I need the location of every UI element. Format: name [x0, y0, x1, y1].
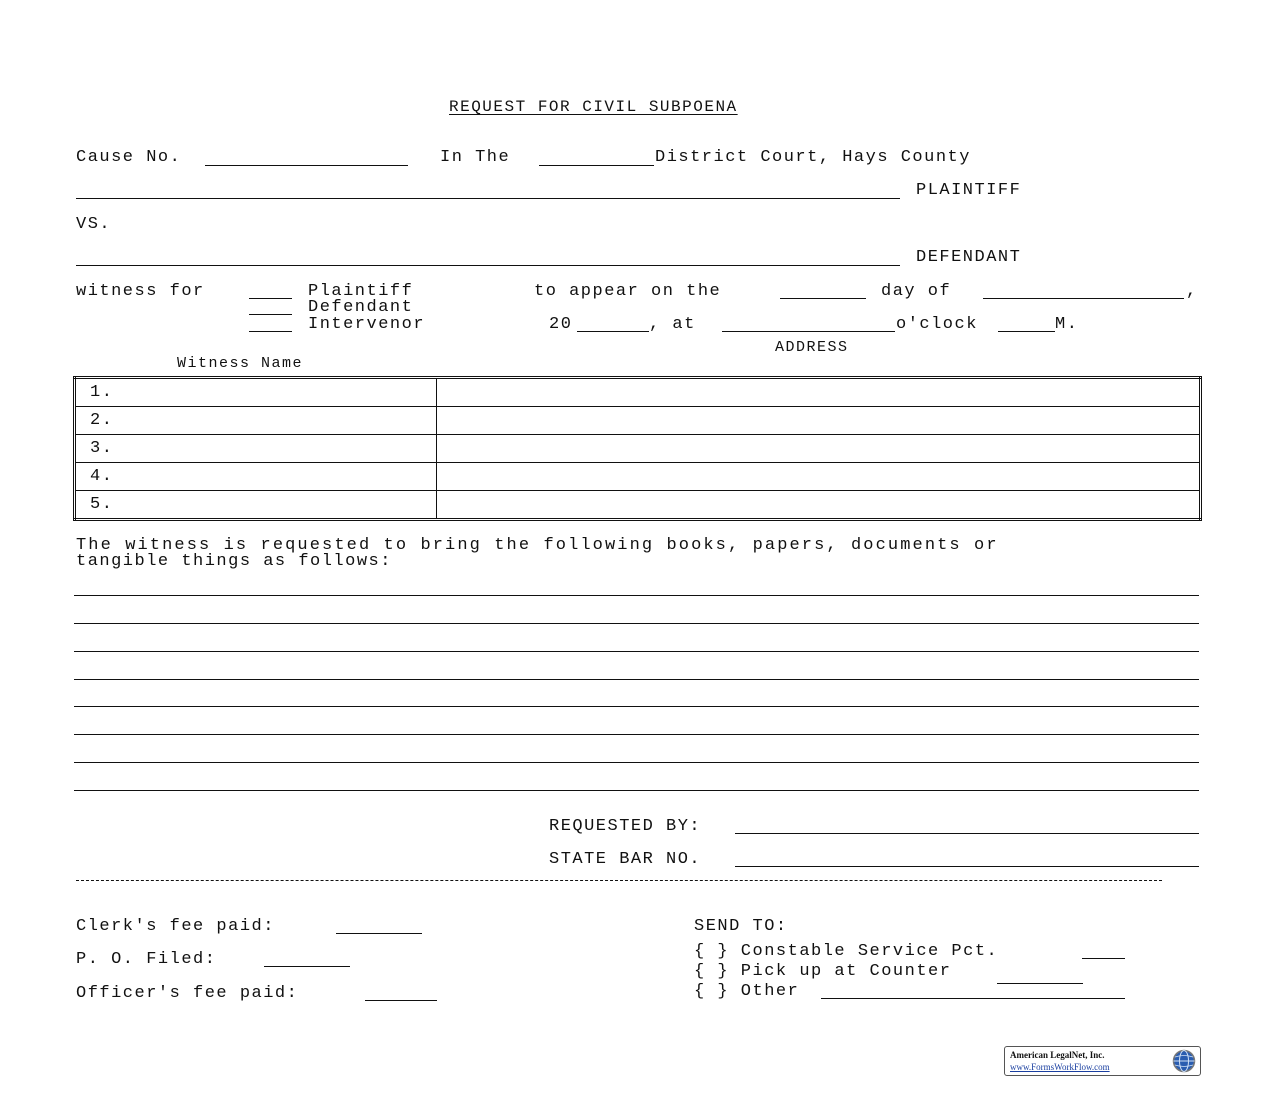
year-prefix: 20	[549, 315, 573, 334]
clerks-fee-field[interactable]	[336, 933, 422, 934]
witness-name-cell[interactable]: 1.	[75, 378, 437, 407]
pickup-field[interactable]	[997, 983, 1083, 984]
page-title: REQUEST FOR CIVIL SUBPOENA	[449, 98, 738, 116]
witness-name-cell[interactable]: 4.	[75, 463, 437, 491]
cut-line-divider	[76, 880, 1162, 881]
table-row	[75, 407, 1201, 435]
table-row	[75, 378, 1201, 407]
court-number-field[interactable]	[539, 165, 654, 166]
writing-line[interactable]	[74, 790, 1199, 791]
state-bar-label: STATE BAR NO.	[549, 850, 702, 869]
send-option-pickup[interactable]: { } Pick up at Counter	[694, 962, 952, 981]
plaintiff-field[interactable]	[76, 198, 900, 199]
requested-by-field[interactable]	[735, 833, 1199, 834]
table-row	[75, 463, 1201, 491]
writing-line[interactable]	[74, 651, 1199, 652]
po-filed-label: P. O. Filed:	[76, 950, 217, 969]
witness-for-label: witness for	[76, 282, 205, 301]
address-cell[interactable]	[437, 378, 1201, 407]
table-row	[75, 435, 1201, 463]
state-bar-field[interactable]	[735, 866, 1199, 867]
address-cell[interactable]	[437, 491, 1201, 520]
witness-name-header: Witness Name	[177, 355, 304, 372]
vs-label: VS.	[76, 215, 112, 234]
other-field[interactable]	[821, 998, 1125, 999]
requested-by-label: REQUESTED BY:	[549, 817, 702, 836]
writing-line[interactable]	[74, 734, 1199, 735]
bring-text-line1: The witness is requested to bring the following books, papers, documents or	[76, 536, 999, 555]
defendant-label: DEFENDANT	[916, 248, 1022, 267]
intervenor-checkbox[interactable]	[249, 331, 292, 332]
logo-name: American LegalNet, Inc.	[1010, 1050, 1105, 1060]
in-the-label: In The	[440, 148, 511, 167]
send-option-other[interactable]: { } Other	[694, 982, 800, 1001]
oclock-label: o'clock	[896, 315, 978, 334]
witness-name-cell[interactable]: 2.	[75, 407, 437, 435]
comma: ,	[1186, 282, 1198, 301]
address-cell[interactable]	[437, 435, 1201, 463]
meridian-label: M.	[1055, 315, 1079, 334]
send-option-constable[interactable]: { } Constable Service Pct.	[694, 942, 999, 961]
meridian-field[interactable]	[998, 331, 1055, 332]
day-of-label: day of	[881, 282, 952, 301]
address-header: ADDRESS	[775, 339, 849, 356]
address-cell[interactable]	[437, 407, 1201, 435]
at-label: , at	[649, 315, 696, 334]
witness-table	[73, 376, 1202, 521]
witness-name-cell[interactable]: 3.	[75, 435, 437, 463]
writing-line[interactable]	[74, 623, 1199, 624]
option-intervenor: Intervenor	[308, 315, 426, 334]
logo-url-link[interactable]: www.FormsWorkFlow.com	[1010, 1062, 1110, 1072]
witness-name-cell[interactable]: 5.	[75, 491, 437, 520]
po-filed-field[interactable]	[264, 966, 350, 967]
constable-pct-field[interactable]	[1082, 958, 1125, 959]
defendant-field[interactable]	[76, 265, 900, 266]
option-plaintiff: Plaintiff	[308, 282, 414, 301]
writing-line[interactable]	[74, 595, 1199, 596]
plaintiff-checkbox[interactable]	[249, 298, 292, 299]
day-field[interactable]	[780, 298, 866, 299]
option-defendant: Defendant	[308, 298, 414, 317]
table-row	[75, 491, 1201, 520]
year-field[interactable]	[577, 331, 649, 332]
writing-line[interactable]	[74, 706, 1199, 707]
officers-fee-label: Officer's fee paid:	[76, 984, 299, 1003]
writing-line[interactable]	[74, 762, 1199, 763]
officers-fee-field[interactable]	[365, 1000, 437, 1001]
appear-label: to appear on the	[534, 282, 722, 301]
month-field[interactable]	[983, 298, 1184, 299]
plaintiff-label: PLAINTIFF	[916, 181, 1022, 200]
american-legalnet-logo[interactable]	[1004, 1046, 1201, 1076]
address-cell[interactable]	[437, 463, 1201, 491]
writing-line[interactable]	[74, 679, 1199, 680]
court-label: District Court, Hays County	[655, 148, 971, 167]
time-field[interactable]	[722, 331, 895, 332]
defendant-checkbox[interactable]	[249, 314, 292, 315]
bring-text-line2: tangible things as follows:	[76, 552, 392, 571]
globe-icon	[1172, 1049, 1196, 1073]
send-to-label: SEND TO:	[694, 917, 788, 936]
cause-no-label: Cause No.	[76, 148, 182, 167]
clerks-fee-label: Clerk's fee paid:	[76, 917, 275, 936]
cause-no-field[interactable]	[205, 165, 408, 166]
